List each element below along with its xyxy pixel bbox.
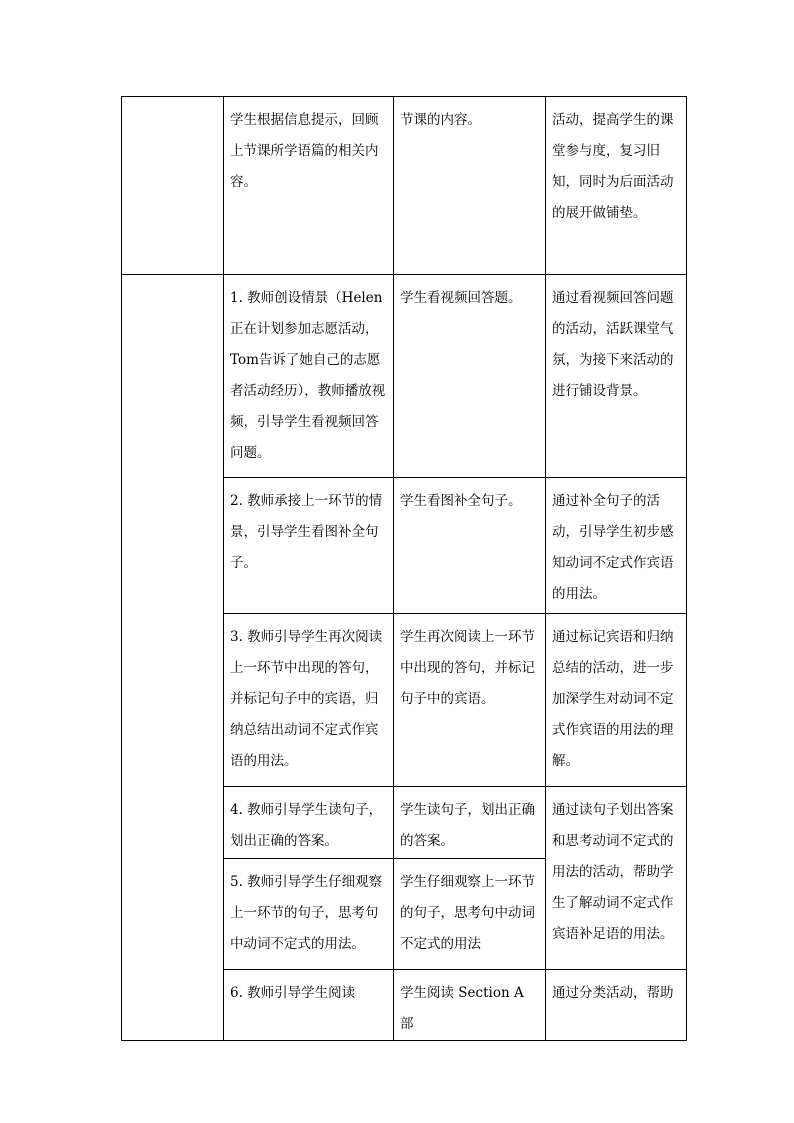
teacher-activity-cell: 2. 教师承接上一环节的情景，引导学生看图补全句子。 [224,478,394,614]
purpose-cell: 通过补全句子的活动，引导学生初步感知动词不定式作宾语的用法。 [546,478,687,614]
student-activity-cell: 学生看图补全句子。 [394,478,546,614]
teacher-activity-cell: 4. 教师引导学生读句子，划出正确的答案。 [224,787,394,859]
lesson-plan-table [121,96,687,1041]
purpose-cell: 通过读句子划出答案和思考动词不定式的用法的活动，帮助学生了解动词不定式作宾语补足语的用法。 [546,787,687,970]
student-activity-cell: 学生看视频回答题。 [394,275,546,478]
purpose-cell: 活动，提高学生的课堂参与度，复习旧知，同时为后面活动的展开做铺垫。 [546,97,687,275]
teacher-activity-cell: 3. 教师引导学生再次阅读上一环节中出现的答句，并标记句子中的宾语，归纳总结出动词不定式作宾语的用法。 [224,614,394,787]
purpose-cell: 通过标记宾语和归纳总结的活动，进一步加深学生对动词不定式作宾语的用法的理解。 [546,614,687,787]
purpose-cell: 通过看视频回答问题的活动，活跃课堂气氛，为接下来活动的进行铺设背景。 [546,275,687,478]
teacher-activity-cell: 1. 教师创设情景（Helen正在计划参加志愿活动，Tom告诉了她自己的志愿者活动经历），教师播放视频，引导学生看视频回答问题。 [224,275,394,478]
student-activity-cell: 学生仔细观察上一环节的句子，思考句中动词不定式的用法 [394,859,546,970]
table-row [122,97,687,275]
student-activity-cell: 学生再次阅读上一环节中出现的答句，并标记句子中的宾语。 [394,614,546,787]
teacher-activity-cell: 学生根据信息提示，回顾上节课所学语篇的相关内容。 [224,97,394,275]
table-row [122,275,687,478]
student-activity-cell: 节课的内容。 [394,97,546,275]
stage-cell [122,97,224,275]
purpose-cell: 通过分类活动，帮助 [546,970,687,1041]
teacher-activity-cell: 5. 教师引导学生仔细观察上一环节的句子，思考句中动词不定式的用法。 [224,859,394,970]
student-activity-cell: 学生阅读 Section A 部 [394,970,546,1041]
stage-cell [122,275,224,1041]
student-activity-cell: 学生读句子，划出正确的答案。 [394,787,546,859]
teacher-activity-cell: 6. 教师引导学生阅读 [224,970,394,1041]
